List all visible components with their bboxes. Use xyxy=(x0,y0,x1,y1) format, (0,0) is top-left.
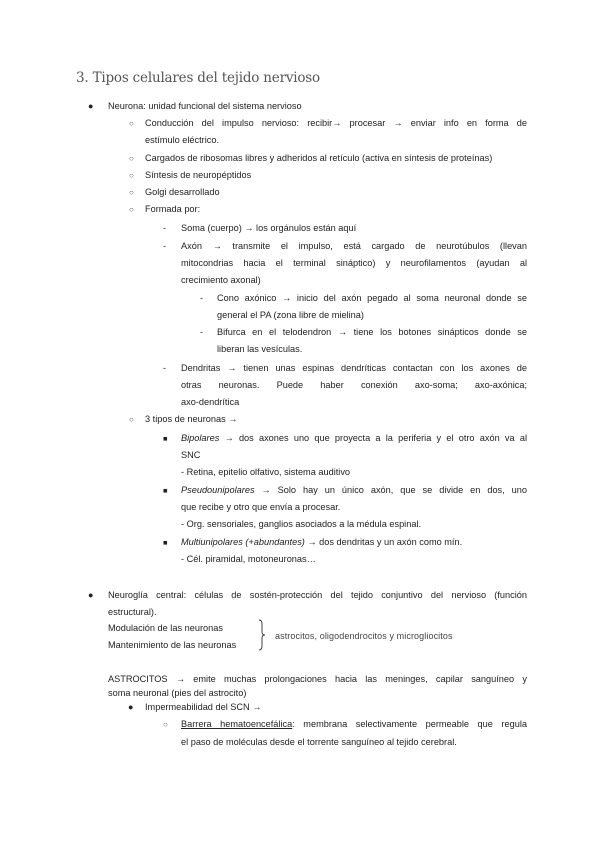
multi-name: Multiunipolares (+abundantes) xyxy=(181,537,305,547)
bullet-circle: ○ xyxy=(163,720,168,729)
curly-brace-icon xyxy=(258,619,266,651)
bullet-dash: - xyxy=(200,327,203,337)
dendritas-line1: Dendritas → tienen unas espinas dendríticas contactan con los axones de xyxy=(181,363,527,373)
axon-line2: mitocondrias hacia el terminal sináptico) y neurofilamentos (ayudan al xyxy=(181,258,527,268)
neuroglia-line1: Neuroglía central: células de sostén-protección del tejido conjuntivo del nervioso (función xyxy=(108,590,527,600)
pseudo-line2: que recibe y otro que envía a procesar. xyxy=(181,502,341,512)
dendritas-line3: axo-dendrítica xyxy=(181,397,240,407)
bipolares-desc: → dos axones uno que proyecta a la periferia y el otro axón va al xyxy=(219,433,527,443)
multi-line1 xyxy=(181,534,462,551)
neurona-heading: Neurona: unidad funcional del sistema nervioso xyxy=(108,101,302,111)
bipolares-name: Bipolares xyxy=(181,433,220,443)
bullet-square: ■ xyxy=(163,434,168,443)
formada-item: Formada por: xyxy=(145,204,201,214)
barrera-line2: el paso de moléculas desde el torrente sanguíneo al tejido cerebral. xyxy=(181,737,457,747)
barrera-line1 xyxy=(181,716,527,733)
pseudo-desc: → Solo hay un único axón, que se divide en dos, uno xyxy=(254,485,527,495)
modulacion-text: Modulación de las neuronas xyxy=(108,623,223,633)
ribosomas-item: Cargados de ribosomas libres y adheridos al retículo (activa en síntesis de proteínas) xyxy=(145,153,493,163)
barrera-desc: : membrana selectivamente permeable que regula xyxy=(292,719,527,729)
bullet-disc: ● xyxy=(88,590,94,600)
bullet-circle: ○ xyxy=(129,205,134,214)
page-title: 3. Tipos celulares del tejido nervioso xyxy=(76,70,320,86)
tipos-neuronas-item: 3 tipos de neuronas → xyxy=(145,414,238,424)
bipolares-line1 xyxy=(181,430,527,447)
soma-item: Soma (cuerpo) → los orgánulos están aquí xyxy=(181,223,357,233)
cono-line2: general el PA (zona libre de mielina) xyxy=(217,310,364,320)
dendritas-line2: otras neuronas. Puede haber conexión axo-soma; axo-axónica; xyxy=(181,380,527,390)
bullet-dash: - xyxy=(163,241,166,251)
impermeabilidad-item: Impermeabilidad del SCN → xyxy=(145,702,262,712)
bullet-disc: ● xyxy=(128,702,134,712)
bipolares-examples: - Retina, epitelio olfativo, sistema auditivo xyxy=(181,467,351,477)
pseudo-line1 xyxy=(181,482,527,499)
bullet-circle: ○ xyxy=(129,415,134,424)
bullet-disc: ● xyxy=(88,101,94,111)
bipolares-line2: SNC xyxy=(181,450,201,460)
cono-line1: Cono axónico → inicio del axón pegado al soma neuronal donde se xyxy=(217,293,527,303)
bifurca-line2: liberan las vesículas. xyxy=(217,344,303,354)
barrera-term: Barrera hematoencefálica xyxy=(181,719,293,729)
pseudo-examples: - Org. sensoriales, ganglios asociados a la médula espinal. xyxy=(181,519,422,529)
golgi-item: Golgi desarrollado xyxy=(145,187,220,197)
bullet-circle: ○ xyxy=(129,154,134,163)
bullet-square: ■ xyxy=(163,486,168,495)
conduccion-line2: estímulo eléctrico. xyxy=(145,135,220,145)
multi-examples: - Cél. piramidal, motoneuronas… xyxy=(181,554,316,564)
bullet-circle: ○ xyxy=(129,119,134,128)
bifurca-line1: Bifurca en el telodendron → tiene los botones sinápticos donde se xyxy=(217,327,527,337)
glia-types-note: astrocitos, oligodendrocitos y microgliocitos xyxy=(275,631,453,641)
bullet-dash: - xyxy=(163,363,166,373)
multi-desc: → dos dendritas y un axón como mín. xyxy=(304,537,463,547)
neuropeptidos-item: Síntesis de neuropéptidos xyxy=(145,170,252,180)
mantenimiento-text: Mantenimiento de las neuronas xyxy=(108,640,237,650)
bullet-square: ■ xyxy=(163,538,168,547)
bullet-dash: - xyxy=(200,293,203,303)
bullet-dash: - xyxy=(163,223,166,233)
pseudo-name: Pseudounipolares xyxy=(181,485,255,495)
astrocitos-line2: soma neuronal (pies del astrocito) xyxy=(108,688,247,698)
neuroglia-line2: estructural). xyxy=(108,607,157,617)
astrocitos-line1: ASTROCITOS → emite muchas prolongaciones hacia las meninges, capilar sanguíneo y xyxy=(108,674,527,684)
conduccion-line1: Conducción del impulso nervioso: recibir→ procesar → enviar info en forma de xyxy=(145,118,527,128)
bullet-circle: ○ xyxy=(129,188,134,197)
axon-line1: Axón → transmite el impulso, está cargado de neurotúbulos (llevan xyxy=(181,241,527,251)
bullet-circle: ○ xyxy=(129,171,134,180)
axon-line3: crecimiento axonal) xyxy=(181,275,261,285)
